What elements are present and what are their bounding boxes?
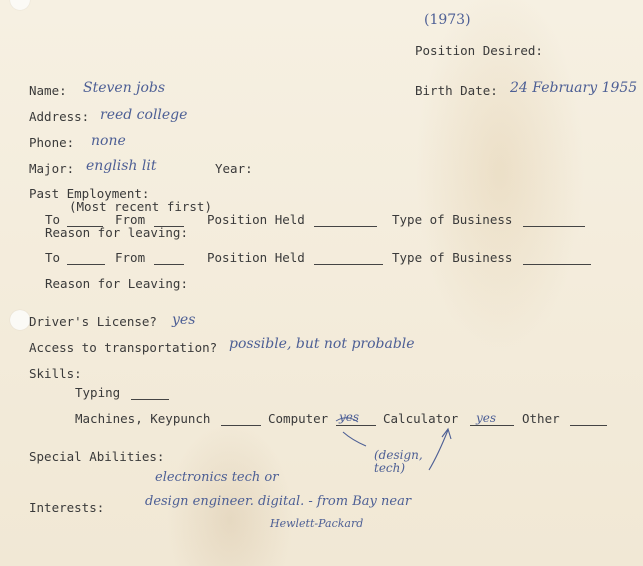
birth-date-label: Birth Date: — [415, 83, 498, 98]
phone-value: none — [91, 133, 126, 149]
annotation-arrow-stroke — [343, 432, 366, 446]
interests-value: design engineer. digital. - from Bay near — [145, 494, 412, 509]
calculator-label: Calculator — [383, 411, 459, 426]
interests-value-2: Hewlett-Packard — [270, 517, 364, 530]
year-note: (1973) — [424, 12, 471, 28]
skills-annotation: (design, tech) — [374, 448, 423, 475]
computer-label: Computer — [268, 411, 329, 426]
drivers-license-value: yes — [172, 312, 196, 328]
reason-for-leaving-label: Reason for Leaving: — [45, 276, 188, 291]
from-label: From — [115, 250, 146, 265]
position-held-label: Position Held — [207, 250, 305, 265]
other-label: Other — [522, 411, 560, 426]
reason-for-leaving-label: Reason for leaving: — [45, 225, 188, 240]
interests-label: Interests: — [29, 500, 105, 515]
special-abilities-value: electronics tech or — [155, 470, 279, 485]
from-label: From — [115, 212, 146, 227]
skills-label: Skills: — [29, 366, 82, 381]
computer-checkmark — [336, 418, 358, 422]
transportation-label: Access to transportation? — [29, 340, 218, 355]
major-value: english lit — [86, 158, 157, 174]
computer-value: yes — [339, 410, 360, 424]
address-value: reed college — [100, 107, 188, 123]
to-label: To — [45, 212, 61, 227]
past-employment-label: Past Employment: — [29, 186, 150, 201]
transportation-value: possible, but not probable — [229, 336, 415, 352]
to-label: To — [45, 250, 61, 265]
annotation-arrow-stroke — [429, 430, 448, 470]
drivers-license-label: Driver's License? — [29, 314, 157, 329]
name-label: Name: — [29, 83, 67, 98]
name-value: Steven jobs — [83, 80, 166, 96]
birth-date-value: 24 February 1955 — [510, 80, 638, 96]
calculator-value: yes — [476, 411, 497, 425]
keypunch-label: Machines, Keypunch — [75, 411, 211, 426]
year-label: Year: — [215, 161, 253, 176]
position-held-label: Position Held — [207, 212, 305, 227]
type-of-business-label: Type of Business — [392, 212, 513, 227]
phone-label: Phone: — [29, 135, 75, 150]
special-abilities-label: Special Abilities: — [29, 449, 165, 464]
type-of-business-label: Type of Business — [392, 250, 513, 265]
major-label: Major: — [29, 161, 75, 176]
typing-label: Typing — [75, 385, 121, 400]
position-desired-label: Position Desired: — [415, 43, 543, 58]
most-recent-note: (Most recent first) — [69, 199, 212, 214]
address-label: Address: — [29, 109, 90, 124]
